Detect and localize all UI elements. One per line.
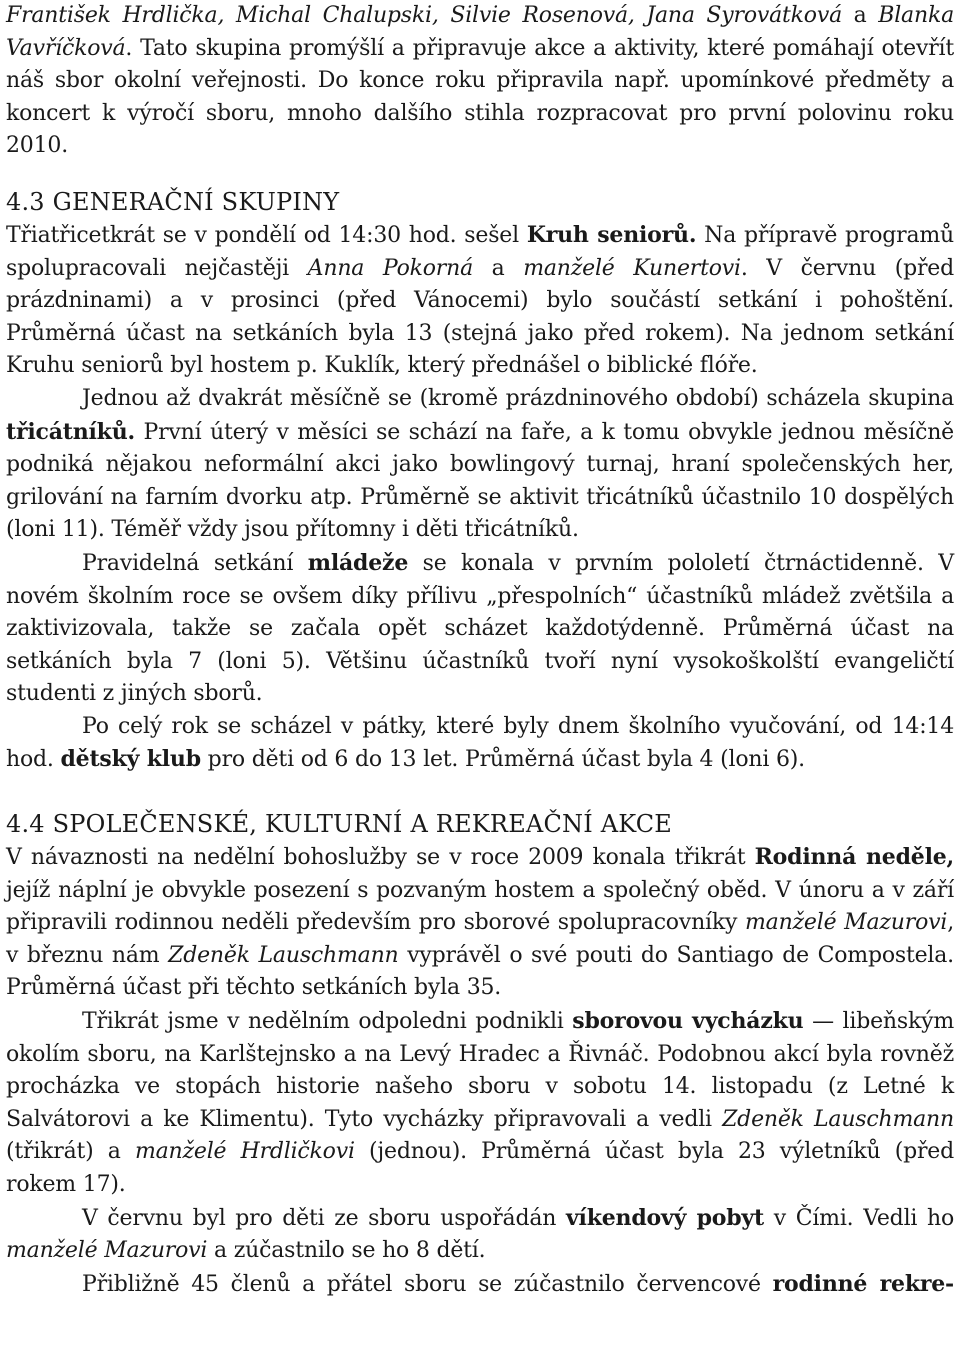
family-recreation-paragraph: Přibližně 45 členů a přátel sboru se zúčastnilo červencové rodinné rekre- (82, 1270, 954, 1297)
kids-club-paragraph: Po celý rok se scházel v pátky, které byly dnem školního vyučování, od 14:14 hod. dětský klub pro děti od 6 do 13 let. Průměrná účast byla 4 (loni 6). (6, 713, 954, 773)
person-name: Zdeněk Lauschmann (722, 1106, 954, 1132)
intro-names: František Hrdlička, Michal Chalupski, Silvie Rosenová, Jana Syrovátková (6, 3, 842, 28)
section-heading-4-4: 4.4 SPOLEČENSKÉ, KULTURNÍ A REKREAČNÍ AKCE (6, 810, 673, 839)
family-sunday-term: Rodinná neděle, (754, 844, 954, 871)
intro-paragraph: František Hrdlička, Michal Chalupski, Silvie Rosenová, Jana Syrovátková a Blanka Vavříčková. Tato skupina promýšlí a připravuje akce a aktivity, které pomáhají otevřít náš sbor okolní veřejnosti. Do konce roku připravila např. upomínkové předměty a koncert k výročí sboru, mnoho dalšího stihla rozpracovat pro první polovinu roku 2010. (6, 3, 954, 159)
person-name: manželé Mazurovi (6, 1238, 208, 1264)
kids-club-term: dětský klub (60, 746, 201, 773)
family-sunday-paragraph: V návaznosti na nedělní bohoslužby se v roce 2009 konala třikrát Rodinná neděle, jejíž náplní je obvykle posezení s pozvaným hostem a společný oběd. V únoru a v září připravili rodinnou neděli především pro sborové spolupracovníky manželé Mazurovi, v březnu nám Zdeněk Lauschmann vyprávěl o své pouti do Santiago de Compostela. Průměrná účast při těchto setkáních byla 35. (6, 844, 954, 1001)
walks-term: sborovou vycházku (572, 1008, 804, 1035)
thirties-term: třicátníků. (6, 418, 135, 445)
seniors-paragraph: Třiatřicetkrát se v pondělí od 14:30 hod. sešel Kruh seniorů. Na přípravě programů spolupracovali nejčastěji Anna Pokorná a manželé Kunertovi. V červnu (před prázdninami) a v prosinci (před Vánocemi) bylo součástí setkání i pohoštění. Průměrná účast na setkáních byla 13 (stejná jako před rokem). Na jednom setkání Kruhu seniorů byl hostem p. Kuklík, který přednášel o biblické flóře. (6, 221, 955, 379)
family-recreation-term: rodinné rekre- (772, 1270, 954, 1297)
thirties-paragraph: Jednou až dvakrát měsíčně se (kromě prázdninového období) scházela skupina třicátníků. První úterý v měsíci se schází na faře, a k tomu obvykle jednou měsíčně podniká nějakou neformální akci jako bowlingový turnaj, hraní společenských her, grilování na farním dvorku atp. Průměrně se aktivit třicátníků účastnilo 10 dospělých (loni 11). Téměř vždy jsou přítomny i děti třicátníků. (6, 385, 954, 543)
person-name: Zdeněk Lauschmann (168, 942, 399, 968)
weekend-stay-paragraph: V červnu byl pro děti ze sboru uspořádán víkendový pobyt v Čími. Vedli ho manželé Mazurovi a zúčastnilo se ho 8 dětí. (6, 1204, 954, 1264)
youth-paragraph: Pravidelná setkání mládeže se konala v prvním pololetí čtrnáctidenně. V novém školním roce se ovšem díky přílivu „přespolních“ účastníků mládež zvětšila a zaktivizovala, takže se začala opět scházet každotýdenně. Průměrná účast na setkáních byla 7 (loni 5). Většinu účastníků tvoří nyní vysokoškolští evangeličtí studenti z jiných sborů. (6, 549, 954, 707)
person-name: manželé Mazurovi (745, 910, 948, 936)
intro-name-last: Blanka Vavříčková (6, 3, 954, 61)
person-name: manželé Kunertovi (523, 255, 741, 281)
youth-term: mládeže (307, 549, 409, 576)
person-name: manželé Hrdličkovi (134, 1139, 355, 1165)
walks-paragraph: Třikrát jsme v nedělním odpoledni podnikli sborovou vycházku — libeňským okolím sboru, na Karlštejnsko a na Levý Hradec a Řivnáč. Podobnou akcí byla rovněž procházka ve stopách historie našeho sboru v sobotu 14. listopadu (z Letné k Salvátorovi a ke Klimentu). Tyto vycházky připravovali a vedli Zdeněk Lauschmann (třikrát) a manželé Hrdličkovi (jednou). Průměrná účast byla 23 výletníků (před rokem 17). (6, 1008, 954, 1197)
seniors-term: Kruh seniorů. (526, 221, 697, 248)
weekend-stay-term: víkendový pobyt (565, 1204, 764, 1231)
person-name: Anna Pokorná (307, 255, 473, 281)
section-heading-4-3: 4.3 GENERAČNÍ SKUPINY (6, 187, 340, 216)
